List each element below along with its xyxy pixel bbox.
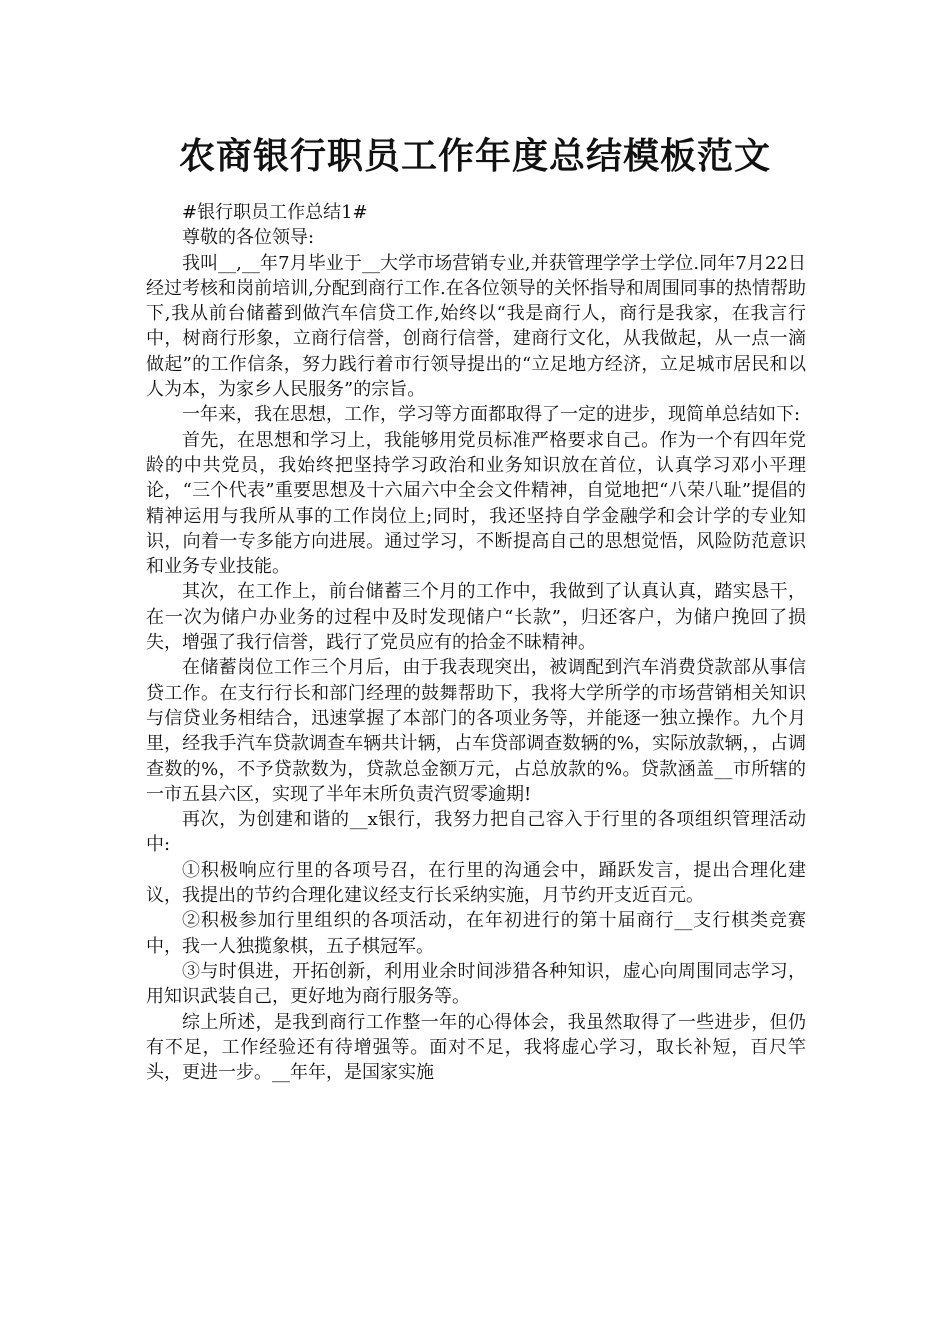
list-item: ①积极响应行里的各项号召，在行里的沟通会中，踊跃发言，提出合理化建议，我提出的节约合理化建议经支行长采纳实施，月节约开支近百元。 [146, 859, 806, 907]
paragraph: 综上所述，是我到商行工作整一年的心得体会，我虽然取得了一些进步，但仍有不足，工作经验还有待增强等。面对不足，我将虚心学习，取长补短，百尺竿头，更进一步。__年年，是国家实施 [146, 1011, 806, 1084]
section-heading: #银行职员工作总结1# [182, 202, 368, 223]
paragraph: 一年来，我在思想，工作，学习等方面都取得了一定的进步，现简单总结如下: [182, 404, 801, 426]
paragraph: 在储蓄岗位工作三个月后，由于我表现突出，被调配到汽车消费贷款部从事信贷工作。在支行行长和部门经理的鼓舞帮助下，我将大学所学的市场营销相关知识与信贷业务相结合，迅速掌握了本部门的各项业务等，并能逐一独立操作。九个月里，经我手汽车贷款调查车辆共计辆，占车贷部调查数辆的%，实际放款辆，，占调查数的%，不予贷款数为，贷款总金额万元，占总放款的%。贷款涵盖__市所辖的一市五县六区，实现了半年末所负责汽贸零逾期! [146, 657, 806, 805]
document-body [146, 200, 806, 1085]
paragraph: 其次，在工作上，前台储蓄三个月的工作中，我做到了认真认真，踏实恳干，在一次为储户办业务的过程中及时发现储户“长款”，归还客户，为储户挽回了损失，增强了我行信誉，践行了党员应有的拾金不昧精神。 [146, 581, 806, 654]
paragraph: 我叫__,__年7月毕业于__大学市场营销专业,并获管理学学士学位.同年7月22日经过考核和岗前培训,分配到商行工作.在各位领导的关怀指导和周围同事的热情帮助下,我从前台储蓄到做汽车信贷工作,始终以“我是商行人，商行是我家，在我言行中，树商行形象，立商行信誉，创商行信誉，建商行文化，从我做起，从一点一滴做起”的工作信条，努力践行着市行领导提出的“立足地方经济，立足城市居民和以人为本，为家乡人民服务”的宗旨。 [146, 252, 806, 401]
paragraph: 再次，为创建和谐的__x银行，我努力把自己容入于行里的各项组织管理活动中: [146, 809, 806, 856]
paragraph: 首先，在思想和学习上，我能够用党员标准严格要求自己。作为一个有四年党龄的中共党员，我始终把坚持学习政治和业务知识放在首位，认真学习邓小平理论，“三个代表”重要思想及十六届六中全会文件精神，自觉地把“八荣八耻”提倡的精神运用与我所从事的工作岗位上;同时，我还坚持自学金融学和会计学的专业知识，向着一专多能方向进展。通过学习，不断提高自己的思想觉悟，风险防范意识和业务专业技能。 [146, 429, 806, 578]
list-item: ②积极参加行里组织的各项活动，在年初进行的第十届商行__支行棋类竞赛中，我一人独揽象棋，五子棋冠军。 [146, 910, 806, 957]
document-title: 农商银行职员工作年度总结模板范文 [178, 136, 771, 177]
salutation: 尊敬的各位领导: [182, 227, 315, 249]
list-item: ③与时俱进，开拓创新，利用业余时间涉猎各种知识，虚心向周围同志学习，用知识武装自己，更好地为商行服务等。 [146, 960, 806, 1008]
